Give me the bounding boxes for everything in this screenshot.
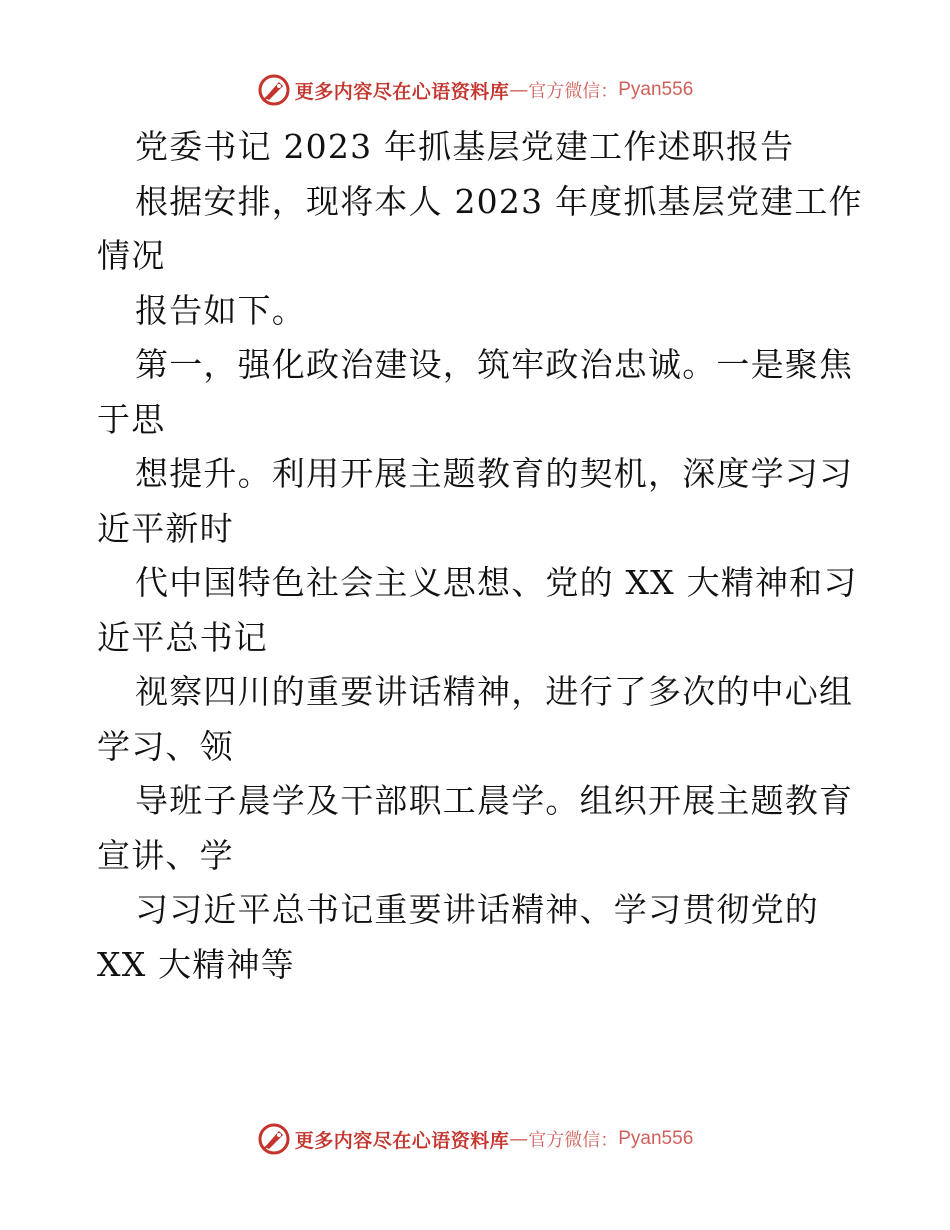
text-line: 习习近平总书记重要讲话精神、学习贯彻党的 xyxy=(135,890,819,929)
text-line: XX 大精神等 xyxy=(97,944,295,984)
banner-main-text: 更多内容尽在心语资料库 xyxy=(294,1129,510,1152)
text-line: 导班子晨学及干部职工晨学。组织开展主题教育 xyxy=(135,781,854,820)
banner-main-text: 更多内容尽在心语资料库 xyxy=(294,80,510,103)
text-line: 根据安排，现将本人 2023 年度抓基层党建工作 xyxy=(135,181,863,221)
text-line: 近平新时 xyxy=(97,508,234,548)
pen-nib-logo-icon xyxy=(257,73,291,107)
banner-separator: — xyxy=(509,1128,529,1150)
text-line: 近平总书记 xyxy=(97,617,268,657)
pen-nib-logo-icon xyxy=(257,1122,291,1156)
text-line: 想提升。利用开展主题教育的契机，深度学习习 xyxy=(135,454,854,493)
header-watermark xyxy=(0,70,950,110)
text-line: 情况 xyxy=(97,236,166,275)
banner-sub-text: 官方微信： xyxy=(528,81,619,102)
text-line: 第一，强化政治建设，筑牢政治忠诚。一是聚焦 xyxy=(135,345,854,384)
banner-sub-text: 官方微信： xyxy=(528,1130,619,1151)
footer-watermark xyxy=(0,1119,950,1159)
banner-wechat-id: Pyan556 xyxy=(618,1128,694,1149)
text-line: 报告如下。 xyxy=(135,290,306,330)
text-line: 于思 xyxy=(97,399,166,439)
text-line: 视察四川的重要讲话精神，进行了多次的中心组 xyxy=(135,672,854,711)
document-title: 党委书记 2023 年抓基层党建工作述职报告 xyxy=(135,127,795,166)
banner-separator: — xyxy=(509,79,529,101)
document-body xyxy=(97,120,863,992)
banner-wechat-id: Pyan556 xyxy=(618,79,694,100)
text-line: 宣讲、学 xyxy=(97,835,234,875)
text-line: 学习、领 xyxy=(97,726,234,766)
text-line: 代中国特色社会主义思想、党的 XX 大精神和习 xyxy=(135,563,858,602)
